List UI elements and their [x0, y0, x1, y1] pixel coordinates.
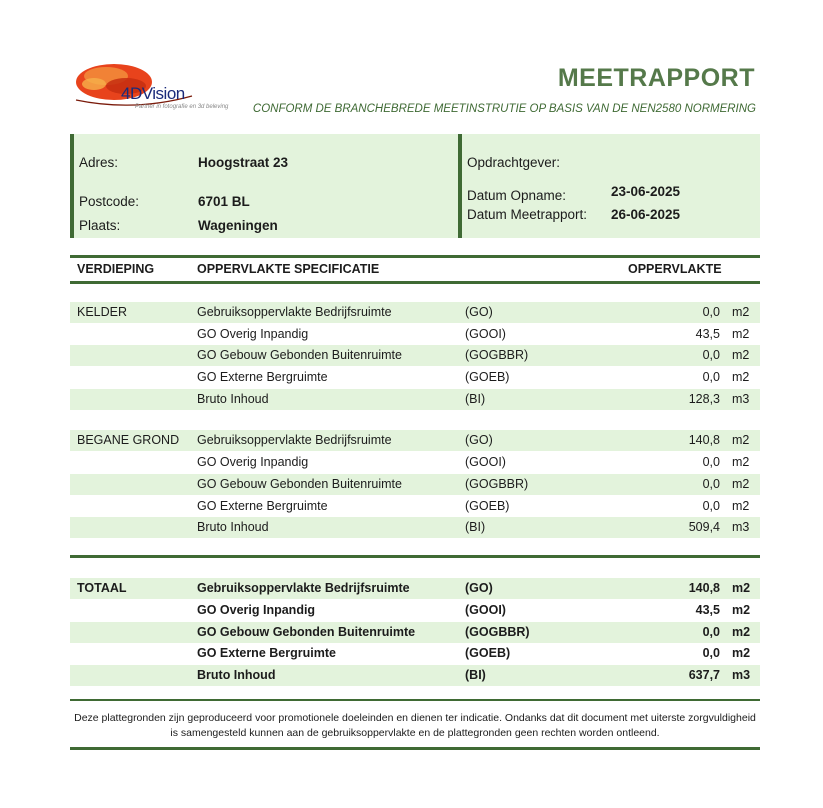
postcode-label: Postcode: [79, 194, 140, 209]
row-code: (GOGBBR) [465, 625, 530, 639]
row-value: 0,0 [702, 305, 720, 319]
row-value: 43,5 [695, 327, 720, 341]
row-description: GO Gebouw Gebonden Buitenruimte [197, 477, 402, 491]
row-description: GO Gebouw Gebonden Buitenruimte [197, 625, 416, 639]
row-unit: m2 [732, 581, 751, 595]
row-value: 140,8 [688, 581, 720, 595]
row-code: (GOGBBR) [465, 348, 529, 362]
row-description: GO Externe Bergruimte [197, 499, 328, 513]
plaats-value: Wageningen [198, 218, 278, 233]
row-code: (GOEB) [465, 646, 511, 660]
totals-top-rule [70, 555, 760, 558]
row-value: 0,0 [702, 499, 720, 513]
row-value: 0,0 [702, 625, 720, 639]
row-unit: m2 [732, 603, 751, 617]
row-unit: m3 [732, 520, 750, 534]
header-oppervlakte: OPPERVLAKTE [628, 262, 722, 276]
row-value: 509,4 [688, 520, 720, 534]
info-divider-middle [458, 134, 462, 238]
row-code: (BI) [465, 392, 486, 406]
page-title: MEETRAPPORT [557, 64, 755, 92]
header-specificatie: OPPERVLAKTE SPECIFICATIE [197, 262, 380, 276]
row-unit: m3 [732, 668, 751, 682]
row-code: (GOEB) [465, 499, 510, 513]
table-row [70, 367, 760, 388]
row-value: 43,5 [695, 603, 720, 617]
table-row [70, 389, 760, 410]
row-description: Gebruiksoppervlakte Bedrijfsruimte [197, 581, 410, 595]
row-code: (BI) [465, 668, 486, 682]
table-top-rule [70, 255, 760, 258]
row-value: 0,0 [702, 477, 720, 491]
row-value: 140,8 [688, 433, 720, 447]
row-description: Bruto Inhoud [197, 392, 269, 406]
row-value: 0,0 [702, 646, 720, 660]
row-description: GO Gebouw Gebonden Buitenruimte [197, 348, 402, 362]
adres-value: Hoogstraat 23 [198, 155, 289, 170]
opdrachtgever-label: Opdrachtgever: [467, 155, 561, 170]
row-value: 637,7 [688, 668, 720, 682]
row-description: GO Overig Inpandig [197, 603, 316, 617]
datum-meetrapport-label: Datum Meetrapport: [467, 207, 588, 222]
datum-meetrapport-value: 26-06-2025 [611, 207, 681, 222]
row-code: (GOOI) [465, 603, 506, 617]
row-description: Gebruiksoppervlakte Bedrijfsruimte [197, 433, 392, 447]
row-value: 0,0 [702, 348, 720, 362]
row-code: (GOOI) [465, 327, 506, 341]
page-subtitle: CONFORM DE BRANCHEBREDE MEETINSTRUTIE OP BASIS VAN DE NEN2580 NORMERING [252, 103, 756, 115]
info-block [70, 134, 760, 238]
table-row [70, 452, 760, 473]
table-row [70, 665, 760, 686]
table-row [70, 578, 760, 599]
row-unit: m2 [732, 625, 751, 639]
logo-text: 4DVision [121, 84, 185, 103]
row-unit: m2 [732, 370, 750, 384]
disclaimer-bottom-rule [70, 747, 760, 750]
table-header-rule [70, 281, 760, 284]
row-description: GO Overig Inpandig [197, 327, 309, 341]
table-row [70, 622, 760, 643]
info-divider-left [70, 134, 74, 238]
plaats-label: Plaats: [79, 218, 121, 233]
row-code: (GO) [465, 305, 493, 319]
row-value: 0,0 [702, 370, 720, 384]
row-code: (GOOI) [465, 455, 506, 469]
table-row [70, 600, 760, 621]
row-unit: m2 [732, 455, 750, 469]
table-row [70, 302, 760, 323]
row-unit: m2 [732, 499, 750, 513]
row-code: (GO) [465, 433, 493, 447]
row-description: Bruto Inhoud [197, 520, 269, 534]
row-description: Gebruiksoppervlakte Bedrijfsruimte [197, 305, 392, 319]
row-floor: BEGANE GROND [77, 433, 180, 447]
table-row [70, 517, 760, 538]
row-value: 128,3 [688, 392, 720, 406]
logo-tagline: Partner in fotografie en 3d beleving [135, 104, 229, 110]
row-unit: m2 [732, 305, 750, 319]
row-description: GO Externe Bergruimte [197, 646, 336, 660]
row-unit: m2 [732, 477, 750, 491]
row-unit: m2 [732, 327, 750, 341]
disclaimer-top-rule [70, 699, 760, 701]
row-code: (GO) [465, 581, 493, 595]
table-row [70, 643, 760, 664]
datum-opname-label: Datum Opname: [467, 188, 567, 203]
table-row [70, 474, 760, 495]
row-code: (GOGBBR) [465, 477, 529, 491]
adres-label: Adres: [79, 155, 119, 170]
datum-opname-value: 23-06-2025 [611, 184, 681, 199]
row-value: 0,0 [702, 455, 720, 469]
row-code: (BI) [465, 520, 486, 534]
row-unit: m3 [732, 392, 750, 406]
row-floor: KELDER [77, 305, 128, 319]
row-description: Bruto Inhoud [197, 668, 276, 682]
table-row [70, 324, 760, 345]
row-description: GO Externe Bergruimte [197, 370, 328, 384]
header-verdieping: VERDIEPING [77, 262, 155, 276]
disclaimer-text: Deze plattegronden zijn geproduceerd voor promotionele doeleinden en dienen ter indicatie. Ondanks dat dit document met uiterste zorgvuldigheid is samengesteld kunnen aan de gebruiksoppervlakte en de plattegronden geen rechten worden ontleend. [74, 712, 756, 739]
table-row [70, 496, 760, 517]
row-floor: TOTAAL [77, 581, 127, 595]
table-row [70, 430, 760, 451]
row-unit: m2 [732, 433, 750, 447]
row-description: GO Overig Inpandig [197, 455, 309, 469]
row-unit: m2 [732, 348, 750, 362]
table-row [70, 345, 760, 366]
row-code: (GOEB) [465, 370, 510, 384]
postcode-value: 6701 BL [198, 194, 250, 209]
row-unit: m2 [732, 646, 751, 660]
